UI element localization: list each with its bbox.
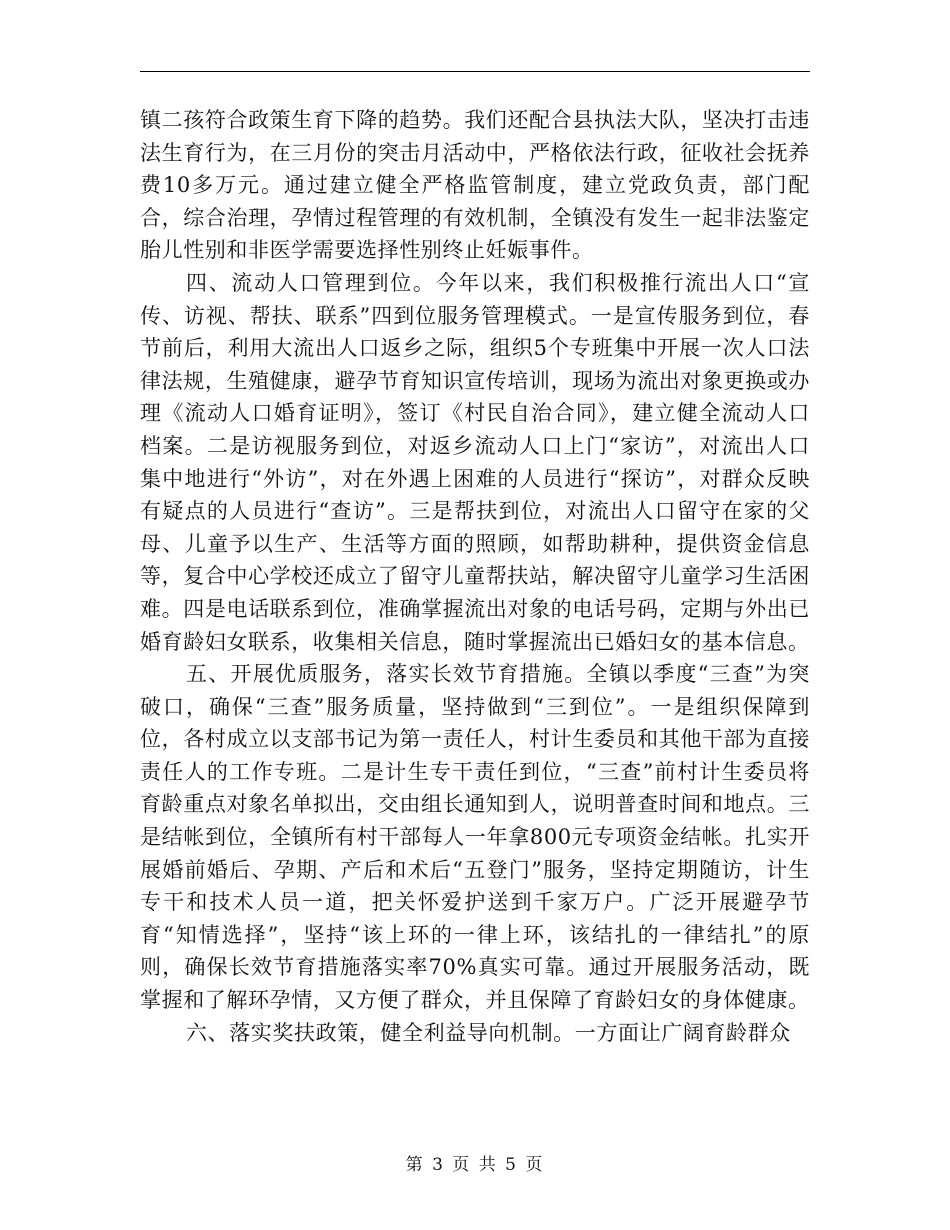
document-body bbox=[140, 104, 810, 1049]
header-rule bbox=[140, 71, 810, 72]
paragraph-quality-service: 五、开展优质服务，落实长效节育措施。全镇以季度“三查”为突破口，确保“三查”服务质量，坚持做到“三到位”。一是组织保障到位，各村成立以支部书记为第一责任人，村计生委员和其他干部为直接责任人的工作专班。二是计生专干责任到位，“三查”前村计生委员将育龄重点对象名单拟出，交由组长通知到人，说明普查时间和地点。三是结帐到位，全镇所有村干部每人一年拿800元专项资金结帐。扎实开展婚前婚后、孕期、产后和术后“五登门”服务，坚持定期随访，计生专干和技术人员一道，把关怀爱护送到千家万户。广泛开展避孕节育“知情选择”，坚持“该上环的一律上环，该结扎的一律结扎”的原则，确保长效节育措施落实率70%真实可靠。通过开展服务活动，既掌握和了解环孕情，又方便了群众，并且保障了育龄妇女的身体健康。 bbox=[140, 662, 810, 1013]
paragraph-floating-population: 四、流动人口管理到位。今年以来，我们积极推行流出人口“宣传、访视、帮扶、联系”四到位服务管理模式。一是宣传服务到位，春节前后，利用大流出人口返乡之际，组织5个专班集中开展一次人口法律法规，生殖健康，避孕节育知识宣传培训，现场为流出对象更换或办理《流动人口婚育证明》，签订《村民自治合同》，建立健全流动人口档案。二是访视服务到位，对返乡流动人口上门“家访”，对流出人口集中地进行“外访”，对在外遇上困难的人员进行“探访”，对群众反映有疑点的人员进行“查访”。三是帮扶到位，对流出人口留守在家的父母、儿童予以生产、生活等方面的照顾，如帮助耕种，提供资金信息等，复合中心学校还成立了留守儿童帮扶站，解决留守儿童学习生活困难。四是电话联系到位，准确掌握流出对象的电话号码，定期与外出已婚育龄妇女联系，收集相关信息，随时掌握流出已婚妇女的基本信息。 bbox=[140, 270, 810, 654]
paragraph-continuation: 镇二孩符合政策生育下降的趋势。我们还配合县执法大队，坚决打击违法生育行为，在三月份的突击月活动中，严格依法行政，征收社会抚养费10多万元。通过建立健全严格监管制度，建立党政负责，部门配合，综合治理，孕情过程管理的有效机制，全镇没有发生一起非法鉴定胎儿性别和非医学需要选择性别终止妊娠事件。 bbox=[140, 108, 810, 263]
page-number-footer: 第 3 页 共 5 页 bbox=[405, 1155, 545, 1175]
paragraph-incentive-policy: 六、落实奖扶政策，健全利益导向机制。一方面让广阔育龄群众 bbox=[186, 1020, 791, 1045]
